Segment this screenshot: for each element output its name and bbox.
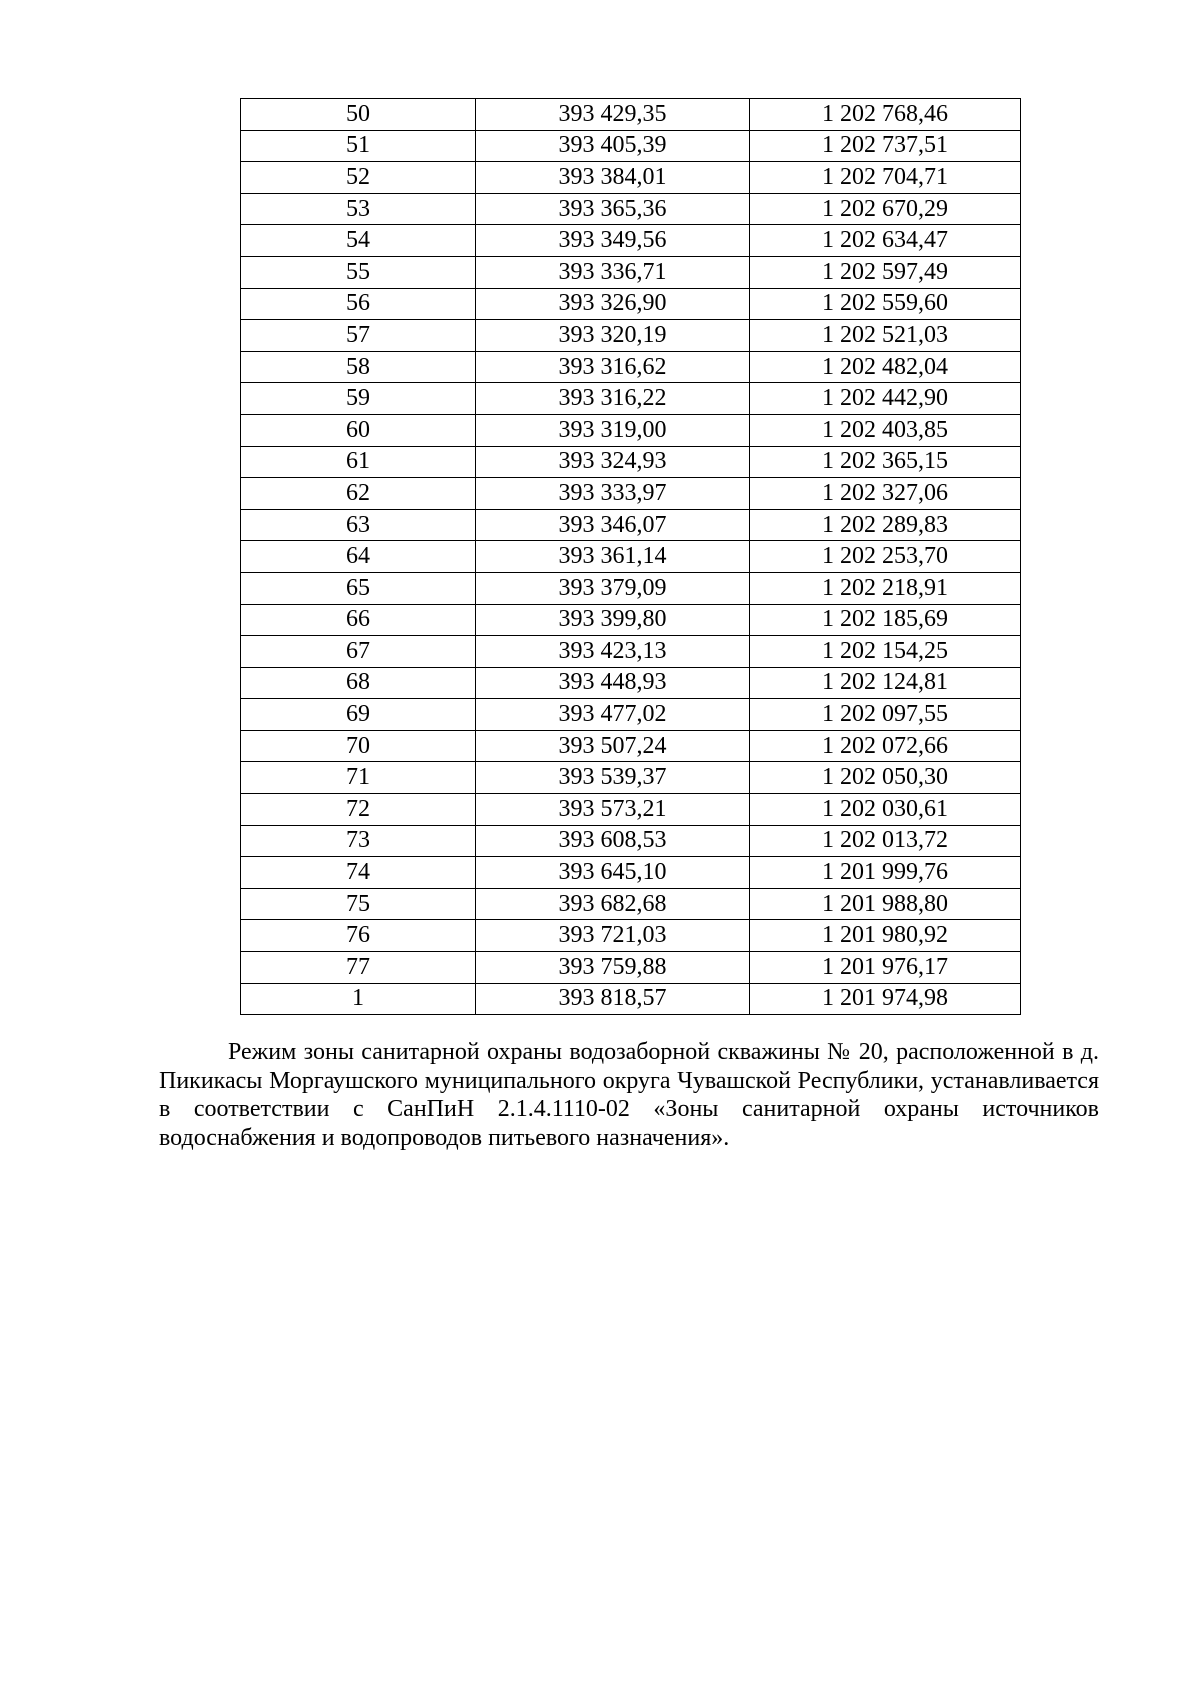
table-row [241,478,1021,510]
x-coordinate-cell: 393 759,88 [476,952,750,984]
y-coordinate-cell: 1 201 999,76 [750,857,1021,889]
point-number-cell: 68 [241,667,476,699]
coordinates-table-body [241,99,1021,1015]
table-row [241,193,1021,225]
table-row [241,288,1021,320]
x-coordinate-cell: 393 324,93 [476,446,750,478]
coordinates-table [240,98,1021,1015]
y-coordinate-cell: 1 201 974,98 [750,983,1021,1015]
y-coordinate-cell: 1 202 253,70 [750,541,1021,573]
point-number-cell: 76 [241,920,476,952]
y-coordinate-cell: 1 201 976,17 [750,952,1021,984]
y-coordinate-cell: 1 202 559,60 [750,288,1021,320]
x-coordinate-cell: 393 448,93 [476,667,750,699]
table-row [241,572,1021,604]
table-row [241,99,1021,131]
x-coordinate-cell: 393 539,37 [476,762,750,794]
x-coordinate-cell: 393 365,36 [476,193,750,225]
table-row [241,320,1021,352]
point-number-cell: 51 [241,130,476,162]
table-row [241,130,1021,162]
y-coordinate-cell: 1 202 185,69 [750,604,1021,636]
x-coordinate-cell: 393 333,97 [476,478,750,510]
table-row [241,730,1021,762]
x-coordinate-cell: 393 384,01 [476,162,750,194]
y-coordinate-cell: 1 202 597,49 [750,256,1021,288]
x-coordinate-cell: 393 645,10 [476,857,750,889]
table-row [241,256,1021,288]
point-number-cell: 74 [241,857,476,889]
x-coordinate-cell: 393 316,22 [476,383,750,415]
point-number-cell: 50 [241,99,476,131]
table-row [241,794,1021,826]
x-coordinate-cell: 393 319,00 [476,414,750,446]
x-coordinate-cell: 393 573,21 [476,794,750,826]
table-row [241,604,1021,636]
table-row [241,636,1021,668]
x-coordinate-cell: 393 721,03 [476,920,750,952]
x-coordinate-cell: 393 423,13 [476,636,750,668]
x-coordinate-cell: 393 507,24 [476,730,750,762]
y-coordinate-cell: 1 202 327,06 [750,478,1021,510]
x-coordinate-cell: 393 346,07 [476,509,750,541]
y-coordinate-cell: 1 202 768,46 [750,99,1021,131]
x-coordinate-cell: 393 682,68 [476,888,750,920]
table-row [241,825,1021,857]
y-coordinate-cell: 1 202 482,04 [750,351,1021,383]
point-number-cell: 56 [241,288,476,320]
table-row [241,414,1021,446]
table-row [241,983,1021,1015]
table-row [241,351,1021,383]
y-coordinate-cell: 1 202 634,47 [750,225,1021,257]
point-number-cell: 67 [241,636,476,668]
y-coordinate-cell: 1 202 521,03 [750,320,1021,352]
point-number-cell: 70 [241,730,476,762]
y-coordinate-cell: 1 202 670,29 [750,193,1021,225]
table-row [241,699,1021,731]
table-row [241,857,1021,889]
point-number-cell: 66 [241,604,476,636]
y-coordinate-cell: 1 201 988,80 [750,888,1021,920]
table-row [241,888,1021,920]
y-coordinate-cell: 1 202 013,72 [750,825,1021,857]
point-number-cell: 61 [241,446,476,478]
x-coordinate-cell: 393 818,57 [476,983,750,1015]
table-row [241,920,1021,952]
table-row [241,952,1021,984]
y-coordinate-cell: 1 202 442,90 [750,383,1021,415]
x-coordinate-cell: 393 429,35 [476,99,750,131]
point-number-cell: 75 [241,888,476,920]
y-coordinate-cell: 1 202 072,66 [750,730,1021,762]
x-coordinate-cell: 393 320,19 [476,320,750,352]
point-number-cell: 57 [241,320,476,352]
point-number-cell: 58 [241,351,476,383]
point-number-cell: 54 [241,225,476,257]
point-number-cell: 73 [241,825,476,857]
point-number-cell: 55 [241,256,476,288]
point-number-cell: 59 [241,383,476,415]
point-number-cell: 72 [241,794,476,826]
table-row [241,446,1021,478]
y-coordinate-cell: 1 202 365,15 [750,446,1021,478]
point-number-cell: 69 [241,699,476,731]
sanitary-zone-regime-paragraph: Режим зоны санитарной охраны водозаборной скважины № 20, расположенной в д. Пикикасы Моргаушского муниципального округа Чувашской Республики, устанавливается в соответствии с СанПиН 2.1.4.1110-02 «Зоны санитарной охраны источников водоснабжения и водопроводов питьевого назначения». [159,1039,1099,1151]
point-number-cell: 62 [241,478,476,510]
x-coordinate-cell: 393 608,53 [476,825,750,857]
y-coordinate-cell: 1 202 737,51 [750,130,1021,162]
table-row [241,667,1021,699]
table-row [241,541,1021,573]
y-coordinate-cell: 1 202 097,55 [750,699,1021,731]
x-coordinate-cell: 393 477,02 [476,699,750,731]
table-row [241,225,1021,257]
x-coordinate-cell: 393 336,71 [476,256,750,288]
x-coordinate-cell: 393 326,90 [476,288,750,320]
x-coordinate-cell: 393 379,09 [476,572,750,604]
y-coordinate-cell: 1 202 030,61 [750,794,1021,826]
y-coordinate-cell: 1 201 980,92 [750,920,1021,952]
x-coordinate-cell: 393 405,39 [476,130,750,162]
point-number-cell: 64 [241,541,476,573]
x-coordinate-cell: 393 316,62 [476,351,750,383]
point-number-cell: 63 [241,509,476,541]
table-row [241,383,1021,415]
point-number-cell: 60 [241,414,476,446]
y-coordinate-cell: 1 202 124,81 [750,667,1021,699]
point-number-cell: 71 [241,762,476,794]
table-row [241,762,1021,794]
y-coordinate-cell: 1 202 050,30 [750,762,1021,794]
y-coordinate-cell: 1 202 403,85 [750,414,1021,446]
point-number-cell: 53 [241,193,476,225]
y-coordinate-cell: 1 202 154,25 [750,636,1021,668]
point-number-cell: 1 [241,983,476,1015]
x-coordinate-cell: 393 361,14 [476,541,750,573]
table-row [241,162,1021,194]
point-number-cell: 52 [241,162,476,194]
y-coordinate-cell: 1 202 289,83 [750,509,1021,541]
y-coordinate-cell: 1 202 218,91 [750,572,1021,604]
point-number-cell: 77 [241,952,476,984]
x-coordinate-cell: 393 399,80 [476,604,750,636]
point-number-cell: 65 [241,572,476,604]
y-coordinate-cell: 1 202 704,71 [750,162,1021,194]
table-row [241,509,1021,541]
x-coordinate-cell: 393 349,56 [476,225,750,257]
